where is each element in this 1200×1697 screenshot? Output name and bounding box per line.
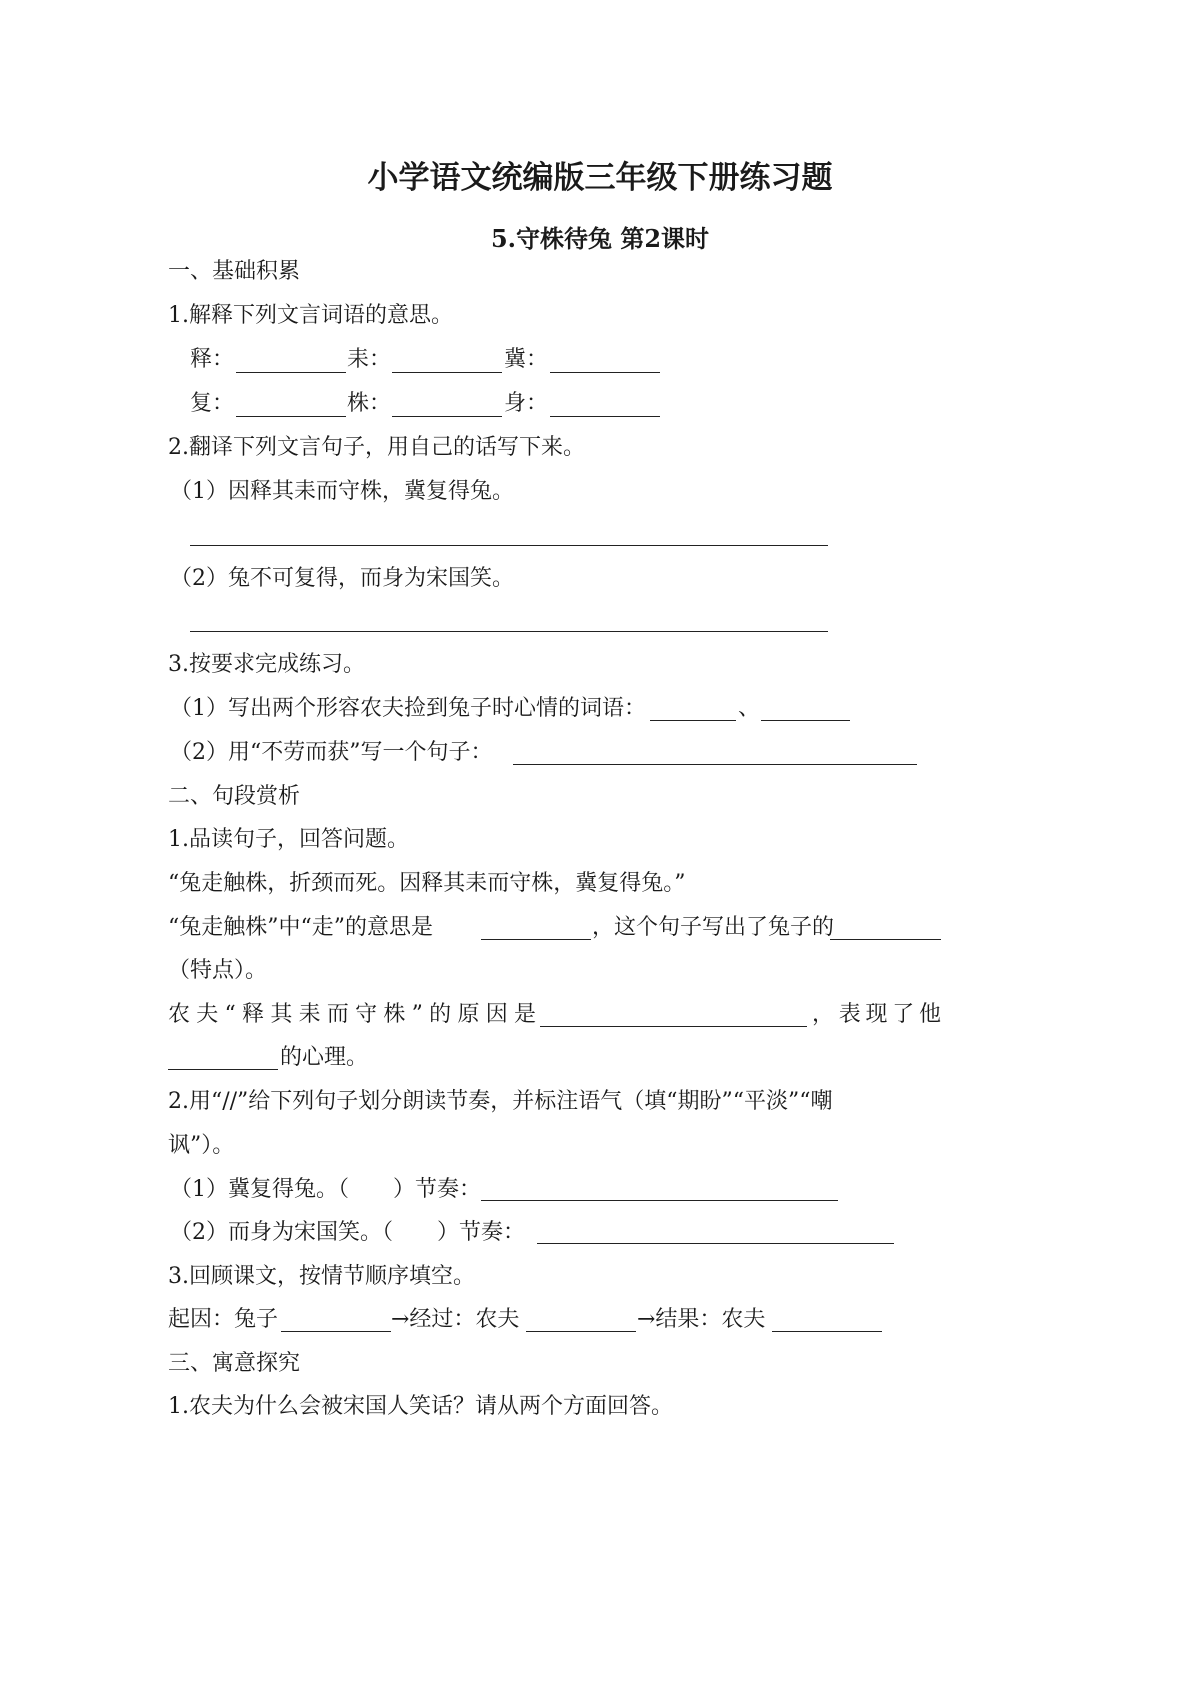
word-label-lei: 耒： <box>347 347 392 372</box>
analysis-line-2c: 的心理。 <box>280 1045 369 1070</box>
word-label-shen: 身： <box>504 391 549 416</box>
answer-blank[interactable] <box>168 1069 278 1070</box>
answer-blank[interactable] <box>513 764 917 765</box>
analysis-line-1b: ，这个句子写出了兔子的 <box>592 915 835 940</box>
rhythm-item-2: （2）而身为宋国笑。（ ）节奏： <box>170 1220 525 1245</box>
answer-blank[interactable] <box>392 372 502 373</box>
translate-item-2: （2）兔不可复得，而身为宋国笑。 <box>170 566 514 591</box>
word-label-fu: 复： <box>190 391 235 416</box>
lesson-subtitle: 5.守株待兔 第2课时 <box>490 224 710 253</box>
answer-blank[interactable] <box>550 372 660 373</box>
analysis-line-1c: （特点）。 <box>168 958 268 983</box>
answer-blank[interactable] <box>772 1331 882 1332</box>
section-heading-moral: 三、寓意探究 <box>168 1351 301 1376</box>
page-title: 小学语文统编版三年级下册练习题 <box>367 160 833 196</box>
quoted-passage: “兔走触株，折颈而死。因释其耒而守株，冀复得兔。” <box>168 871 686 896</box>
section-heading-basics: 一、基础积累 <box>168 259 301 284</box>
practice-item-1: （1）写出两个形容农夫捡到兔子时心情的词语： <box>170 696 646 721</box>
rhythm-item-1: （1）冀复得兔。（ ）节奏： <box>170 1177 481 1202</box>
answer-blank[interactable] <box>481 939 591 940</box>
word-label-shi: 释： <box>190 347 235 372</box>
answer-blank[interactable] <box>236 416 346 417</box>
answer-line[interactable] <box>190 631 828 632</box>
answer-blank[interactable] <box>526 1331 636 1332</box>
plot-cause-label: 起因：兔子 <box>168 1307 279 1332</box>
word-label-zhu: 株： <box>347 391 392 416</box>
answer-blank[interactable] <box>830 939 941 940</box>
translate-item-1: （1）因释其耒而守株，冀复得兔。 <box>170 479 514 504</box>
separator: 、 <box>738 696 761 721</box>
word-label-ji: 冀： <box>504 347 549 372</box>
practice-item-2: （2）用“不劳而获”写一个句子： <box>170 740 493 765</box>
answer-blank[interactable] <box>761 720 850 721</box>
answer-blank[interactable] <box>650 720 736 721</box>
answer-blank[interactable] <box>236 372 346 373</box>
answer-blank[interactable] <box>481 1200 838 1201</box>
s2-question-1-title: 1.品读句子，回答问题。 <box>168 827 409 852</box>
plot-result-label: →结果：农夫 <box>637 1307 766 1332</box>
analysis-line-1a: “兔走触株”中“走”的意思是 <box>168 915 433 940</box>
s2-question-3-title: 3.回顾课文，按情节顺序填空。 <box>168 1264 475 1289</box>
analysis-line-2a: 农夫“释其耒而守株”的原因是 <box>168 1002 536 1027</box>
answer-blank[interactable] <box>392 416 502 417</box>
answer-blank[interactable] <box>537 1243 894 1244</box>
analysis-line-2b: ，表现了他 <box>812 1002 941 1027</box>
answer-line[interactable] <box>190 545 828 546</box>
s3-question-1: 1.农夫为什么会被宋国人笑话？请从两个方面回答。 <box>168 1394 673 1419</box>
answer-blank[interactable] <box>540 1026 807 1027</box>
answer-blank[interactable] <box>281 1331 391 1332</box>
plot-process-label: →经过：农夫 <box>391 1307 520 1332</box>
s2-question-2-title-cont: 讽”）。 <box>168 1133 235 1158</box>
question-1-title: 1.解释下列文言词语的意思。 <box>168 303 453 328</box>
question-3-title: 3.按要求完成练习。 <box>168 652 365 677</box>
question-2-title: 2.翻译下列文言句子，用自己的话写下来。 <box>168 435 585 460</box>
answer-blank[interactable] <box>550 416 660 417</box>
s2-question-2-title: 2.用“//”给下列句子划分朗读节奏，并标注语气（填“期盼”“平淡”“嘲 <box>168 1089 833 1114</box>
section-heading-analysis: 二、句段赏析 <box>168 784 301 809</box>
